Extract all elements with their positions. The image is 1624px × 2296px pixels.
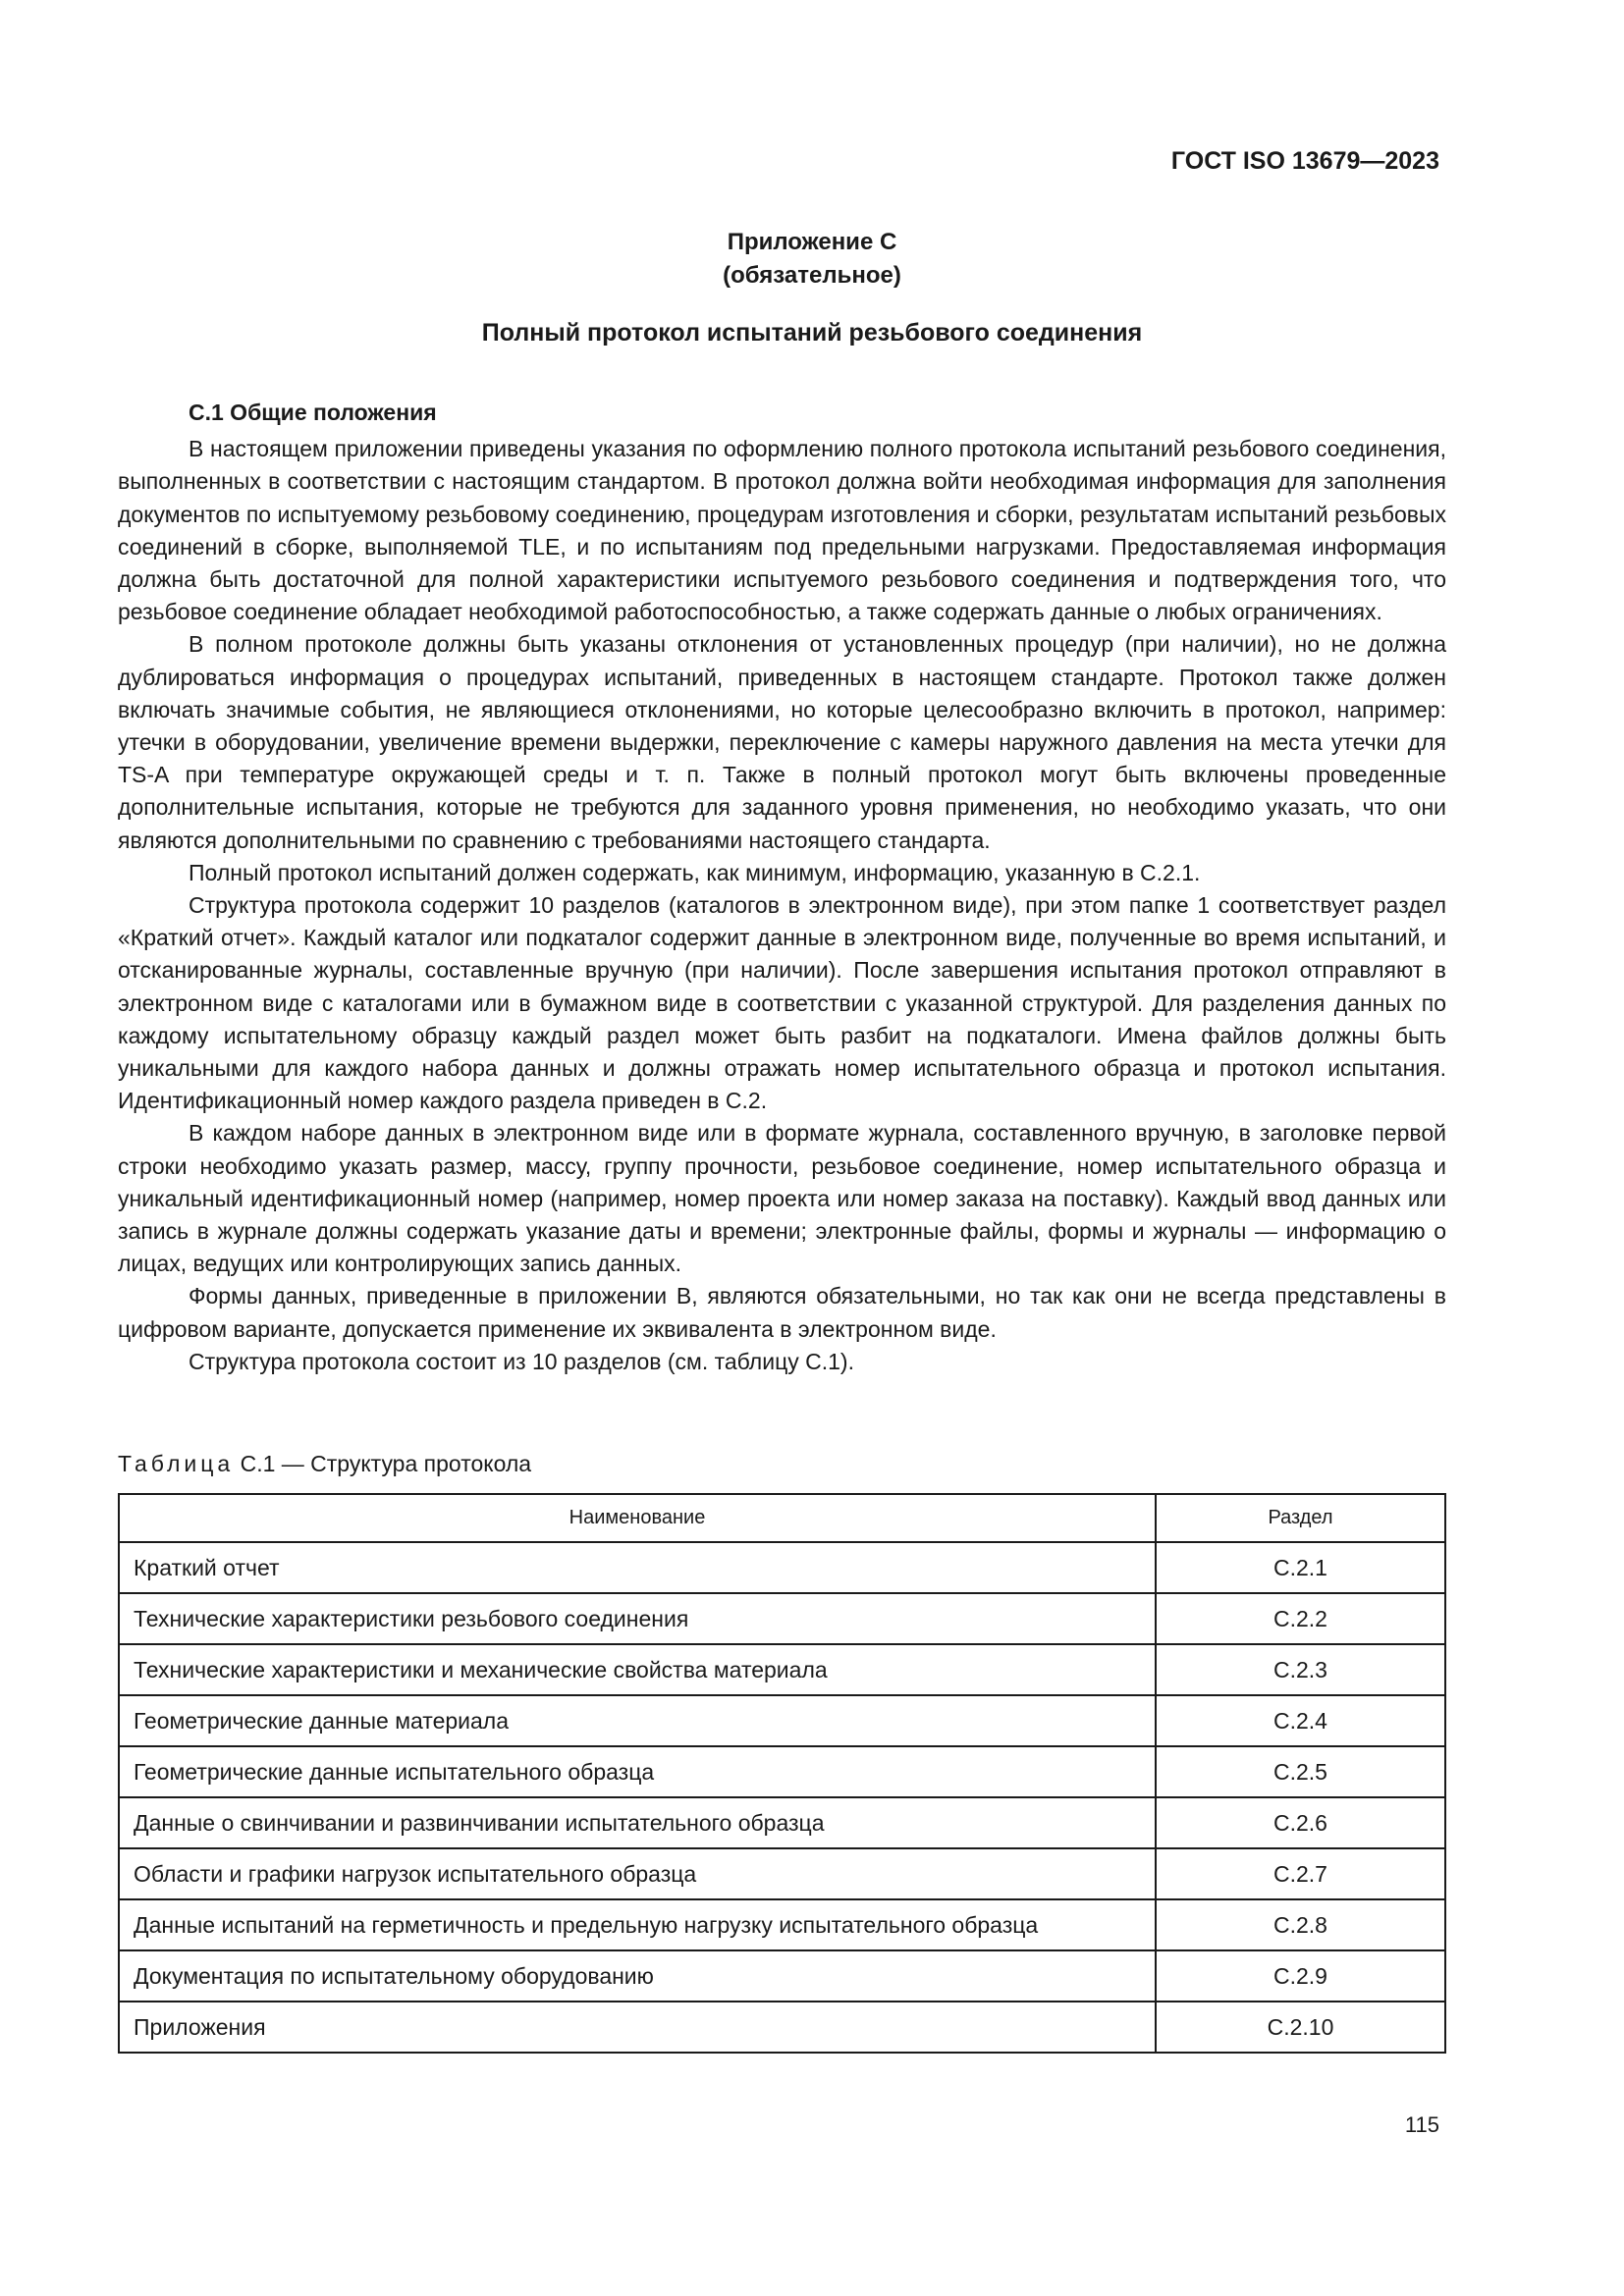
row-section: С.2.4	[1156, 1695, 1445, 1746]
table-row	[119, 1593, 1445, 1644]
row-section: С.2.9	[1156, 1950, 1445, 2002]
row-name: Области и графики нагрузок испытательного образца	[119, 1848, 1156, 1899]
annex-title: Приложение С	[727, 229, 897, 255]
row-name: Геометрические данные испытательного образца	[119, 1746, 1156, 1797]
row-name: Краткий отчет	[119, 1542, 1156, 1593]
annex-status: (обязательное)	[723, 262, 901, 289]
row-section: С.2.7	[1156, 1848, 1445, 1899]
section-heading: С.1 Общие положения	[189, 400, 437, 425]
page-number: 115	[1404, 2112, 1439, 2137]
document-code: ГОСТ ISO 13679—2023	[1170, 147, 1439, 175]
annex-heading	[0, 226, 1624, 293]
row-name: Геометрические данные материала	[119, 1695, 1156, 1746]
table-row	[119, 1899, 1445, 1950]
table-row	[119, 2002, 1445, 2053]
column-header-name: Наименование	[119, 1494, 1156, 1542]
table-row	[119, 1848, 1445, 1899]
paragraph: Формы данных, приведенные в приложении В, являются обязательными, но так как они не всегда представлены в цифровом варианте, допускается применение их эквивалента в электронном виде.	[118, 1283, 1446, 1342]
table-caption	[118, 1451, 531, 1477]
paragraph: Полный протокол испытаний должен содержать, как минимум, информацию, указанную в С.2.1.	[189, 859, 1201, 885]
section-body	[118, 397, 1446, 1378]
paragraph: Структура протокола состоит из 10 разделов (см. таблицу С.1).	[189, 1348, 854, 1374]
row-section: С.2.2	[1156, 1593, 1445, 1644]
protocol-structure-table	[118, 1493, 1446, 2054]
column-header-section: Раздел	[1156, 1494, 1445, 1542]
table-row	[119, 1746, 1445, 1797]
row-section: С.2.10	[1156, 2002, 1445, 2053]
table-row	[119, 1695, 1445, 1746]
row-section: С.2.8	[1156, 1899, 1445, 1950]
row-name: Технические характеристики резьбового соединения	[119, 1593, 1156, 1644]
row-name: Приложения	[119, 2002, 1156, 2053]
row-section: С.2.1	[1156, 1542, 1445, 1593]
row-name: Технические характеристики и механические свойства материала	[119, 1644, 1156, 1695]
row-name: Данные о свинчивании и развинчивании испытательного образца	[119, 1797, 1156, 1848]
row-name: Документация по испытательному оборудованию	[119, 1950, 1156, 2002]
table-caption-text: С.1 — Структура протокола	[240, 1451, 532, 1476]
table-row	[119, 1644, 1445, 1695]
annex-name: Полный протокол испытаний резьбового соединения	[481, 319, 1143, 347]
row-name: Данные испытаний на герметичность и предельную нагрузку испытательного образца	[119, 1899, 1156, 1950]
table-row	[119, 1797, 1445, 1848]
table-header-row	[119, 1494, 1445, 1542]
paragraph: В настоящем приложении приведены указания по оформлению полного протокола испытаний резьбового соединения, выполненных в соответствии с настоящим стандартом. В протокол должна войти необходимая информация для заполнения документов по испытуемому резьбовому соединению, процедурам изготовления и сборки, результатам испытаний резьбовых соединений в сборке, выполняемой TLE, и по испытаниям под предельными нагрузками. Предоставляемая информация должна быть достаточной для полной характеристики испытуемого резьбового соединения и подтверждения того, что резьбовое соединение обладает необходимой работоспособностью, а также содержать данные о любых ограничениях.	[118, 436, 1446, 625]
table-caption-label: Таблица	[118, 1451, 235, 1476]
row-section: С.2.3	[1156, 1644, 1445, 1695]
row-section: С.2.5	[1156, 1746, 1445, 1797]
paragraph: В каждом наборе данных в электронном виде или в формате журнала, составленного вручную, в заголовке первой строки необходимо указать размер, массу, группу прочности, резьбовое соединение, номер испытательного образца и уникальный идентификационный номер (например, номер проекта или номер заказа на поставку). Каждый ввод данных или запись в журнале должны содержать указание даты и времени; электронные файлы, формы и журналы — информацию о лицах, ведущих или контролирующих запись данных.	[118, 1120, 1446, 1277]
row-section: С.2.6	[1156, 1797, 1445, 1848]
paragraph: Структура протокола содержит 10 разделов (каталогов в электронном виде), при этом папке 1 соответствует раздел «Краткий отчет». Каждый каталог или подкаталог содержит данные в электронном виде, полученные во время испытаний, и отсканированные журналы, составленные вручную (при наличии). После завершения испытания протокол отправляют в электронном виде с каталогами или в бумажном виде в соответствии с указанной структурой. Для разделения данных по каждому испытательному образцу каждый раздел может быть разбит на подкаталоги. Имена файлов должны быть уникальными для каждого набора данных и должны отражать номер испытательного образца и протокол испытания. Идентификационный номер каждого раздела приведен в С.2.	[118, 892, 1446, 1114]
table-row	[119, 1950, 1445, 2002]
table-row	[119, 1542, 1445, 1593]
paragraph: В полном протоколе должны быть указаны отклонения от установленных процедур (при наличии), но не должна дублироваться информация о процедурах испытаний, приведенных в настоящем стандарте. Протокол также должен включать значимые события, не являющиеся отклонениями, но которые целесообразно включить в протокол, например: утечки в оборудовании, увеличение времени выдержки, переключение с камеры наружного давления на места утечки для TS-A при температуре окружающей среды и т. п. Также в полный протокол могут быть включены проведенные дополнительные испытания, которые не требуются для заданного уровня применения, но необходимо указать, что они являются дополнительными по сравнению с требованиями настоящего стандарта.	[118, 631, 1446, 853]
